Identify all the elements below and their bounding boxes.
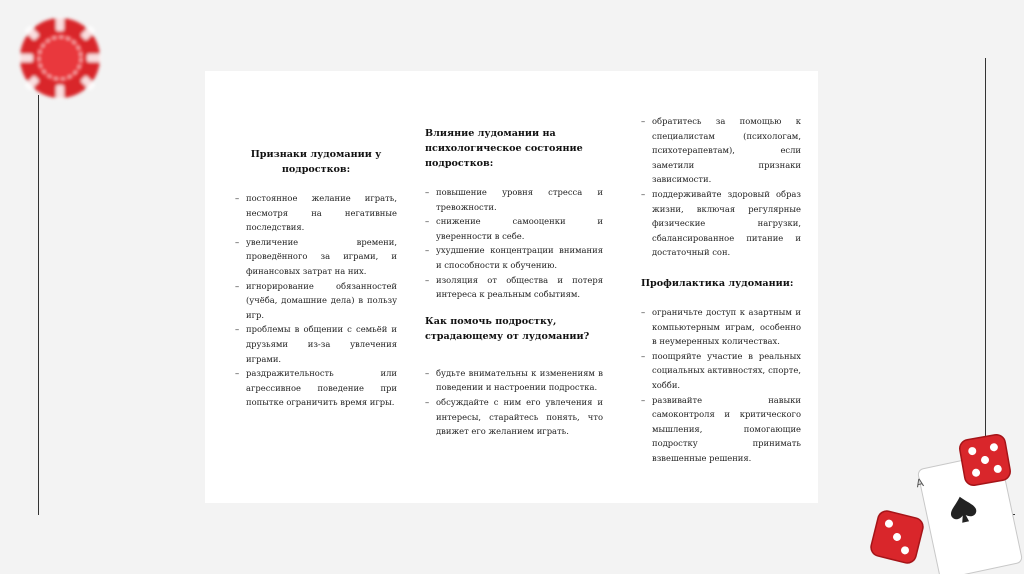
column-prevention: [641, 114, 801, 465]
column-influence: [425, 126, 603, 439]
list-item: – увеличение времени, проведённого за играми, и финансовых затрат на них.: [235, 235, 397, 279]
frame-line-right: [985, 58, 986, 488]
influence-list: [425, 185, 603, 302]
help-continued-list: [641, 114, 801, 260]
list-item: – игнорирование обязанностей (учёба, домашние дела) в пользу игр.: [235, 279, 397, 323]
frame-line-left: [38, 95, 39, 515]
list-item: – проблемы в общении с семьёй и друзьями из-за увлечения играми.: [235, 322, 397, 366]
list-item: – постоянное желание играть, несмотря на негативные последствия.: [235, 191, 397, 235]
heading-how-to-help: Как помочь подростку, страдающему от лудомании?: [425, 315, 590, 342]
dice-and-card-decoration: [860, 425, 1024, 574]
list-item: – ограничьте доступ к азартным и компьютерным играм, особенно в неумеренных количествах.: [641, 305, 801, 349]
heading-prevention: Профилактика лудомании:: [641, 277, 794, 289]
list-item: – будьте внимательны к изменениям в поведении и настроении подростка.: [425, 366, 603, 395]
list-item: – снижение самооценки и уверенности в себе.: [425, 214, 603, 243]
brochure-page: [205, 71, 818, 503]
heading-signs: Признаки лудомании у подростков:: [250, 149, 382, 175]
list-item: – развивайте навыки самоконтроля и критического мышления, помогающие подростку принимать взвешенные решения.: [641, 393, 801, 466]
list-item: – поощряйте участие в реальных социальных активностях, спорте, хобби.: [641, 349, 801, 393]
heading-influence: Влияние лудомании на психологическое состояние подростков:: [425, 128, 583, 169]
list-item: – повышение уровня стресса и тревожности.: [425, 185, 603, 214]
list-item: – ухудшение концентрации внимания и способности к обучению.: [425, 243, 603, 272]
list-item: – раздражительность или агрессивное поведение при попытке ограничить время игры.: [235, 366, 397, 410]
card-letter: A: [914, 476, 925, 491]
list-item: – изоляция от общества и потеря интереса к реальным событиям.: [425, 273, 603, 302]
die-icon: [869, 509, 925, 565]
prevention-list: [641, 305, 801, 466]
list-item: – поддерживайте здоровый образ жизни, включая регулярные физические нагрузки, сбалансированное питание и достаточный сон.: [641, 187, 801, 260]
help-list: [425, 366, 603, 439]
column-signs: [235, 147, 397, 410]
signs-list: [235, 191, 397, 410]
die-icon: [958, 433, 1011, 486]
list-item: – обсуждайте с ним его увлечения и интересы, старайтесь понять, что движет его желанием играть.: [425, 395, 603, 439]
list-item: – обратитесь за помощью к специалистам (психологам, психотерапевтам), если заметили признаки зависимости.: [641, 114, 801, 187]
casino-chip-icon: [14, 12, 106, 104]
